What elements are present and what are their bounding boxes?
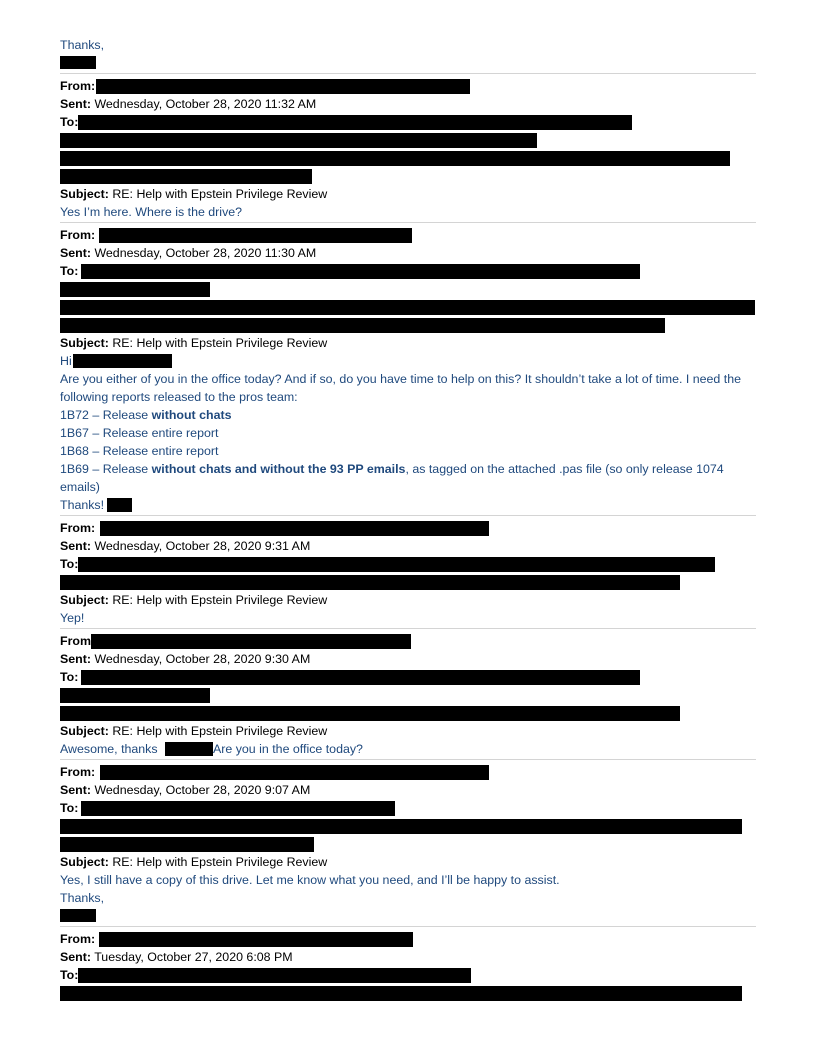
from-label: From: [60, 932, 96, 946]
sent-line [60, 537, 310, 555]
sent-line [60, 650, 310, 668]
redaction-box [60, 318, 665, 333]
redaction-box [100, 765, 489, 780]
redaction-box [60, 575, 680, 590]
body-text-start: Awesome, thanks [60, 742, 158, 756]
report-line [60, 406, 231, 424]
divider [60, 515, 756, 516]
to-label: To: [60, 801, 79, 815]
redaction-box [60, 688, 210, 703]
redaction-box [60, 151, 730, 166]
sent-value: Wednesday, October 28, 2020 9:07 AM [94, 783, 311, 797]
divider [60, 759, 756, 760]
to-label: To: [60, 557, 79, 571]
redaction-box [60, 909, 96, 922]
redaction-box [60, 837, 314, 852]
from-label: From: [60, 765, 96, 779]
body-text: Thanks, [60, 891, 105, 905]
sent-value: Wednesday, October 28, 2020 11:32 AM [94, 97, 317, 111]
redaction-box [78, 557, 715, 572]
subject-value: RE: Help with Epstein Privilege Review [112, 855, 328, 869]
body-text: Yep! [60, 611, 85, 625]
body-text-end: Are you in the office today? [213, 742, 363, 756]
subject-label: Subject: [60, 336, 109, 350]
report-line: 1B68 – Release entire report [60, 444, 219, 458]
redaction-box [81, 801, 395, 816]
redaction-box [107, 498, 132, 512]
sent-value: Wednesday, October 28, 2020 9:30 AM [94, 652, 311, 666]
redaction-box [60, 706, 680, 721]
divider [60, 222, 756, 223]
redaction-box [78, 115, 632, 130]
subject-label: Subject: [60, 187, 109, 201]
sent-line [60, 244, 316, 262]
redaction-box [60, 819, 742, 834]
redaction-box [60, 133, 537, 148]
divider [60, 926, 756, 927]
signoff-thanks: Thanks, [60, 38, 105, 52]
redaction-box [60, 282, 210, 297]
subject-line [60, 722, 327, 740]
subject-line [60, 591, 327, 609]
redaction-box [60, 169, 312, 184]
redaction-box [78, 968, 471, 983]
redaction-box [99, 228, 412, 243]
sent-value: Wednesday, October 28, 2020 11:30 AM [94, 246, 317, 260]
subject-line [60, 185, 327, 203]
from-label: From [60, 634, 91, 648]
sent-value: Tuesday, October 27, 2020 6:08 PM [94, 950, 293, 964]
subject-line [60, 853, 327, 871]
sent-label: Sent: [60, 783, 91, 797]
redaction-box [165, 742, 213, 756]
sent-line [60, 781, 310, 799]
to-label: To: [60, 264, 79, 278]
redaction-box [73, 354, 172, 368]
from-label: From: [60, 228, 96, 242]
subject-label: Subject: [60, 724, 109, 738]
redaction-box [99, 932, 413, 947]
to-label: To: [60, 968, 79, 982]
subject-label: Subject: [60, 593, 109, 607]
report-suffix: , as tagged on the attached .pas file (so only release 1074 emails) [60, 462, 724, 494]
subject-value: RE: Help with Epstein Privilege Review [112, 593, 328, 607]
redaction-box [81, 670, 640, 685]
redaction-box [60, 986, 742, 1001]
subject-value: RE: Help with Epstein Privilege Review [112, 187, 328, 201]
divider [60, 628, 756, 629]
from-label: From: [60, 79, 96, 93]
sent-value: Wednesday, October 28, 2020 9:31 AM [94, 539, 311, 553]
subject-line [60, 334, 327, 352]
redaction-box [60, 300, 755, 315]
from-label: From: [60, 521, 96, 535]
sent-label: Sent: [60, 652, 91, 666]
redaction-box [81, 264, 640, 279]
sent-label: Sent: [60, 97, 91, 111]
report-line: 1B67 – Release entire report [60, 426, 219, 440]
sent-line [60, 95, 316, 113]
report-emphasis: without chats [151, 408, 232, 422]
to-label: To: [60, 115, 79, 129]
report-prefix: 1B72 – Release [60, 408, 152, 422]
report-prefix: 1B69 – Release [60, 462, 152, 476]
divider [60, 73, 756, 74]
report-line [60, 460, 750, 496]
redaction-box [100, 521, 489, 536]
body-text: Yes, I still have a copy of this drive. Let me know what you need, and I’ll be happy to assist. [60, 873, 560, 887]
redaction-box [60, 56, 96, 69]
sent-line [60, 948, 293, 966]
subject-value: RE: Help with Epstein Privilege Review [112, 724, 328, 738]
sent-label: Sent: [60, 246, 91, 260]
redaction-box [96, 79, 470, 94]
subject-value: RE: Help with Epstein Privilege Review [112, 336, 328, 350]
body-paragraph: Are you either of you in the office today? And if so, do you have time to help on this? It shouldn’t take a lot of time. I need the following reports released to the pros team: [60, 372, 741, 404]
closing-text: Thanks! [60, 498, 105, 512]
subject-label: Subject: [60, 855, 109, 869]
to-label: To: [60, 670, 79, 684]
sent-label: Sent: [60, 950, 91, 964]
redaction-box [91, 634, 411, 649]
greeting-text: Hi [60, 354, 72, 368]
sent-label: Sent: [60, 539, 91, 553]
report-emphasis: without chats and without the 93 PP emails [151, 462, 406, 476]
body-text: Yes I’m here. Where is the drive? [60, 205, 243, 219]
